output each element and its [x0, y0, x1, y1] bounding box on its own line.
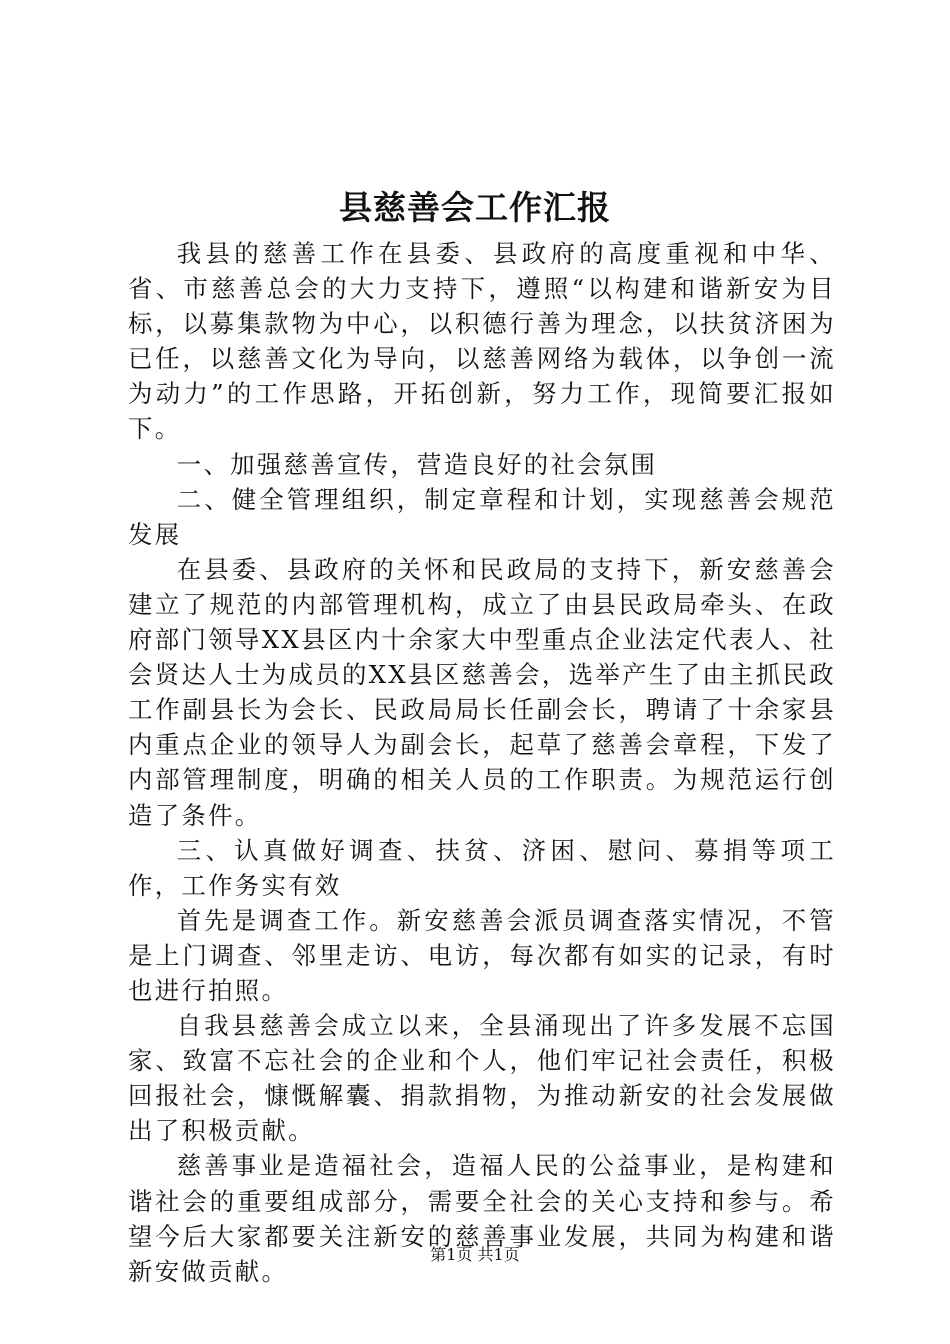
page-number-footer: 第1页 共1页	[430, 1245, 520, 1264]
paragraph-management: 在县委、县政府的关怀和民政局的支持下，新安慈善会建立了规范的内部管理机构，成立了由县民政局牵头、在政府部门领导XX县区内十余家大中型重点企业法定代表人、社会贤达人士为成员的XX县区慈善会，选举产生了由主抓民政工作副县长为会长、民政局局长任副会长，聘请了十余家县内重点企业的领导人为副会长，起草了慈善会章程，下发了内部管理制度，明确的相关人员的工作职责。为规范运行创造了条件。	[128, 554, 836, 830]
document-title: 县慈善会工作汇报	[339, 188, 611, 227]
paragraph-investigation: 首先是调查工作。新安慈善会派员调查落实情况，不管是上门调查、邻里走访、电访，每次都有如实的记录，有时也进行拍照。	[128, 905, 836, 1005]
paragraph-intro: 我县的慈善工作在县委、县政府的高度重视和中华、省、市慈善总会的大力支持下，遵照“以构建和谐新安为目标，以募集款物为中心，以积德行善为理念，以扶贫济困为已任，以慈善文化为导向，以慈善网络为载体，以争创一流为动力”的工作思路，开拓创新，努力工作，现简要汇报如下。	[128, 239, 836, 444]
document-body	[128, 236, 836, 1289]
paragraph-conclusion: 慈善事业是造福社会，造福人民的公益事业，是构建和谐社会的重要组成部分，需要全社会的关心支持和参与。希望今后大家都要关注新安的慈善事业发展，共同为构建和谐新安做贡献。	[128, 1151, 836, 1286]
section-heading-2: 二、健全管理组织，制定章程和计划，实现慈善会规范发展	[128, 484, 836, 549]
section-heading-3: 三、认真做好调查、扶贫、济困、慰问、募捐等项工作，工作务实有效	[128, 835, 836, 900]
section-heading-1: 一、加强慈善宣传，营造良好的社会氛围	[176, 449, 658, 479]
paragraph-donors: 自我县慈善会成立以来，全县涌现出了许多发展不忘国家、致富不忘社会的企业和个人，他们牢记社会责任，积极回报社会，慷慨解囊、捐款捐物，为推动新安的社会发展做出了积极贡献。	[128, 1011, 836, 1146]
